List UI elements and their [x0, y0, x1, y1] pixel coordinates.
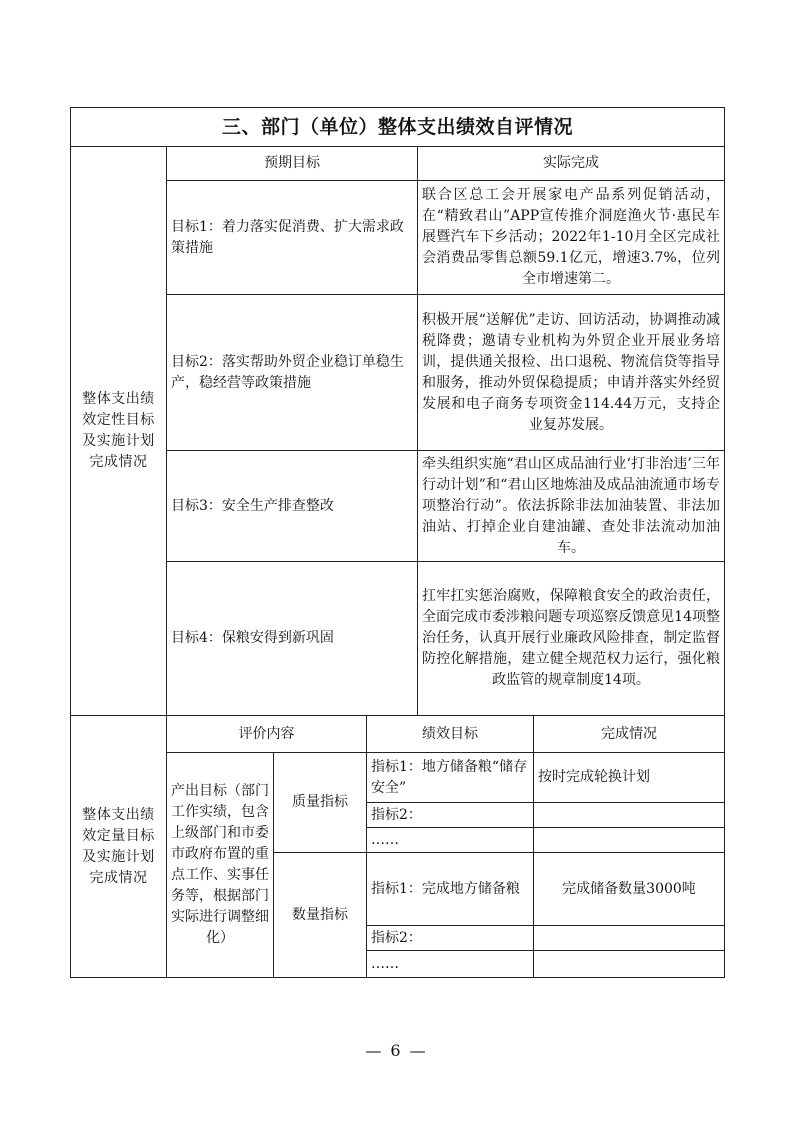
page-number: — 6 — — [365, 1041, 428, 1060]
quantitative-table — [70, 715, 725, 978]
quality-target-1: 指标1：地方储备粮“储存安全” — [367, 753, 534, 803]
header-content: 评价内容 — [167, 716, 367, 753]
quality-target-2: 指标2： — [367, 803, 534, 828]
quantity-target-1: 指标1：完成地方储备粮 — [367, 853, 534, 926]
header-actual: 实际完成 — [418, 147, 725, 181]
goal-3: 目标3：安全生产排查整改 — [167, 451, 418, 562]
quantity-indicator-label: 数量指标 — [274, 853, 367, 978]
quantity-target-2: 指标2： — [367, 926, 534, 951]
goal-1: 目标1：着力落实促消费、扩大需求政策措施 — [167, 181, 418, 295]
quantity-status-3 — [534, 951, 725, 978]
quantitative-side-label: 整体支出绩效定量目标及实施计划完成情况 — [71, 716, 167, 978]
qualitative-side-label: 整体支出绩效定性目标及实施计划完成情况 — [71, 147, 167, 716]
section-title: 三、部门（单位）整体支出绩效自评情况 — [71, 108, 725, 147]
actual-3: 牵头组织实施“君山区成品油行业‘打非治违’三年行动计划”和“君山区地炼油及成品油流通市场专项整治行动”。依法拆除非法加油装置、非法加油站、打掉企业自建油罐、查处非法流动加油车。 — [418, 451, 725, 562]
quantity-target-3: …… — [367, 951, 534, 978]
quantity-status-1: 完成储备数量3000吨 — [534, 853, 725, 926]
actual-1: 联合区总工会开展家电产品系列促销活动，在“精致君山”APP宣传推介洞庭渔火节·惠民车展暨汽车下乡活动；2022年1-10月全区完成社会消费品零售总额59.1亿元，增速3.7%，位列全市增速第二。 — [418, 181, 725, 295]
header-expected: 预期目标 — [167, 147, 418, 181]
goal-4: 目标4：保粮安得到新巩固 — [167, 562, 418, 716]
quality-status-1: 按时完成轮换计划 — [534, 753, 725, 803]
actual-4: 扛牢扛实惩治腐败，保障粮食安全的政治责任，全面完成市委涉粮问题专项巡察反馈意见14项整治任务，认真开展行业廉政风险排查，制定监督防控化解措施，建立健全规范权力运行，强化粮政监管的规章制度14项。 — [418, 562, 725, 716]
quality-status-3 — [534, 828, 725, 853]
header-status: 完成情况 — [534, 716, 725, 753]
quality-target-3: …… — [367, 828, 534, 853]
actual-2: 积极开展“送解优”走访、回访活动，协调推动减税降费；邀请专业机构为外贸企业开展业务培训，提供通关报检、出口退税、物流信贷等指导和服务，推动外贸保稳提质；申请并落实外经贸发展和电子商务专项资金114.44万元，支持企业复苏发展。 — [418, 295, 725, 451]
quantity-status-2 — [534, 926, 725, 951]
output-goal-label: 产出目标（部门工作实绩，包含上级部门和市委市政府布置的重点工作、实事任务等，根据部门实际进行调整细化） — [167, 753, 274, 978]
quality-indicator-label: 质量指标 — [274, 753, 367, 853]
header-target: 绩效目标 — [367, 716, 534, 753]
quality-status-2 — [534, 803, 725, 828]
goal-2: 目标2：落实帮助外贸企业稳订单稳生产，稳经营等政策措施 — [167, 295, 418, 451]
qualitative-table — [70, 107, 725, 716]
